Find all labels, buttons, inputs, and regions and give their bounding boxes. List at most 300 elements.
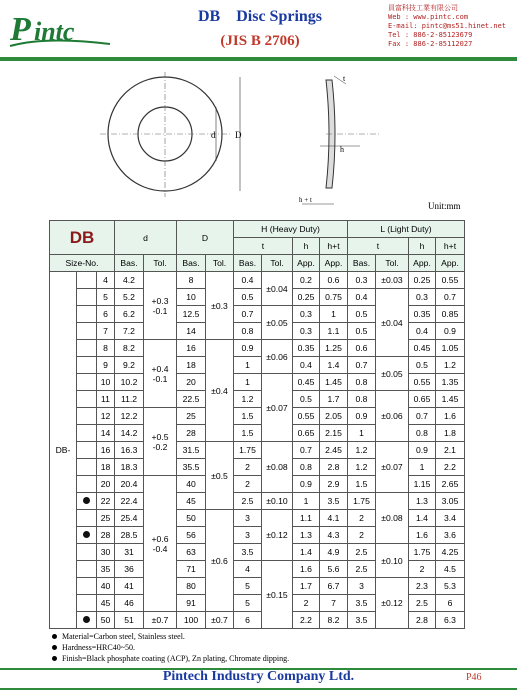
inner-diameter-tolerance: +0.4 -0.1 [144, 340, 177, 408]
d-tol-header: Tol. [144, 255, 177, 272]
heavy-total-height: 2.05 [320, 408, 348, 425]
outer-diameter-tolerance: ±0.7 [206, 612, 234, 629]
light-total-height: 2.2 [436, 459, 465, 476]
heavy-total-height: 0.6 [320, 272, 348, 289]
note-item [52, 653, 289, 664]
light-total-height: 1.2 [436, 357, 465, 374]
outer-diameter: 8 [177, 272, 206, 289]
disc-spring-drawing [90, 72, 470, 222]
light-height: 2 [409, 561, 436, 578]
light-height: 0.5 [409, 357, 436, 374]
heavy-thickness: 0.9 [234, 340, 262, 357]
light-height: 1.6 [409, 527, 436, 544]
availability-mark [77, 544, 97, 561]
light-total-height: 1.35 [436, 374, 465, 391]
page-number: P46 [466, 672, 482, 683]
size-number: 35 [97, 561, 115, 578]
inner-diameter-tolerance: +0.6 -0.4 [144, 476, 177, 612]
outer-diameter: 45 [177, 493, 206, 510]
light-height: 1.75 [409, 544, 436, 561]
availability-mark [77, 289, 97, 306]
inner-diameter: 46 [115, 595, 144, 612]
light-height: 0.25 [409, 272, 436, 289]
availability-mark [77, 306, 97, 323]
unit-label: Unit:mm [428, 201, 461, 211]
heavy-height: 0.35 [293, 340, 320, 357]
inner-diameter: 16.3 [115, 442, 144, 459]
light-total-height: 0.85 [436, 306, 465, 323]
availability-mark [77, 374, 97, 391]
availability-mark [77, 510, 97, 527]
heavy-total-height: 6.7 [320, 578, 348, 595]
heavy-thickness: 6 [234, 612, 262, 629]
table-row [50, 442, 465, 459]
outer-diameter: 22.5 [177, 391, 206, 408]
heavy-thickness-tolerance: ±0.07 [262, 374, 293, 442]
heavy-total-height: 1.1 [320, 323, 348, 340]
heavy-total-height: 2.9 [320, 476, 348, 493]
light-total-height: 0.7 [436, 289, 465, 306]
heavy-h-app-header: App. [293, 255, 320, 272]
light-total-height: 3.4 [436, 510, 465, 527]
inner-diameter: 7.2 [115, 323, 144, 340]
table-row [50, 357, 465, 374]
heavy-height: 1 [293, 493, 320, 510]
outer-diameter: 25 [177, 408, 206, 425]
contact-block [388, 4, 506, 49]
heavy-thickness: 2 [234, 459, 262, 476]
heavy-total-height: 1.7 [320, 391, 348, 408]
heavy-thickness-tolerance: ±0.06 [262, 340, 293, 374]
light-total-height: 6.3 [436, 612, 465, 629]
outer-diameter: 14 [177, 323, 206, 340]
availability-mark [77, 391, 97, 408]
size-number: 18 [97, 459, 115, 476]
heavy-thickness: 5 [234, 595, 262, 612]
light-thickness: 0.8 [348, 374, 376, 391]
light-thickness: 1.5 [348, 476, 376, 493]
disc-spring-table [49, 220, 465, 629]
heavy-total-height: 2.15 [320, 425, 348, 442]
standard-subtitle: (JIS B 2706) [220, 33, 300, 49]
heavy-height: 0.4 [293, 357, 320, 374]
heavy-height: 0.9 [293, 476, 320, 493]
light-height: 2.8 [409, 612, 436, 629]
light-thickness-tolerance: ±0.08 [376, 493, 409, 544]
light-thickness: 2.5 [348, 544, 376, 561]
heavy-height: 2.2 [293, 612, 320, 629]
availability-mark [77, 272, 97, 289]
light-thickness-tolerance: ±0.03 [376, 272, 409, 289]
footer-divider-bottom [0, 688, 517, 690]
light-t-header: t [348, 238, 409, 255]
light-height: 0.8 [409, 425, 436, 442]
inner-diameter: 14.2 [115, 425, 144, 442]
light-total-height: 4.25 [436, 544, 465, 561]
inner-diameter-tolerance: +0.3 -0.1 [144, 272, 177, 340]
heavy-thickness: 2.5 [234, 493, 262, 510]
light-total-height: 1.45 [436, 391, 465, 408]
light-total-height: 0.9 [436, 323, 465, 340]
heavy-thickness: 3 [234, 527, 262, 544]
light-thickness-tolerance: ±0.04 [376, 289, 409, 357]
light-duty-header: L (Light Duty) [348, 221, 465, 238]
table-row [50, 544, 465, 561]
availability-mark [77, 340, 97, 357]
heavy-thickness-tolerance: ±0.05 [262, 306, 293, 340]
inner-diameter: 10.2 [115, 374, 144, 391]
inner-diameter: 25.4 [115, 510, 144, 527]
table-row [50, 493, 465, 510]
D-tol-header: Tol. [206, 255, 234, 272]
size-number: 45 [97, 595, 115, 612]
light-total-height: 6 [436, 595, 465, 612]
inner-diameter: 36 [115, 561, 144, 578]
size-number: 30 [97, 544, 115, 561]
footer-company: Pintech Industry Company Ltd. [162, 669, 355, 684]
availability-mark [77, 425, 97, 442]
light-thickness: 1.2 [348, 442, 376, 459]
availability-mark [77, 595, 97, 612]
light-height: 0.3 [409, 289, 436, 306]
outer-diameter-tolerance: ±0.5 [206, 442, 234, 510]
heavy-height: 0.65 [293, 425, 320, 442]
light-thickness: 0.6 [348, 340, 376, 357]
light-thickness: 0.3 [348, 272, 376, 289]
light-total-height: 1.8 [436, 425, 465, 442]
light-thickness: 3 [348, 578, 376, 595]
heavy-thickness: 1.5 [234, 408, 262, 425]
inner-diameter: 20.4 [115, 476, 144, 493]
light-thickness-tolerance: ±0.05 [376, 357, 409, 391]
light-thickness: 3.5 [348, 612, 376, 629]
outer-diameter: 56 [177, 527, 206, 544]
note-hardness: Hardness=HRC40~50. [62, 643, 136, 652]
outer-diameter-tolerance: ±0.3 [206, 272, 234, 340]
heavy-thickness-tolerance: ±0.04 [262, 272, 293, 306]
inner-diameter-tolerance: +0.5 -0.2 [144, 408, 177, 476]
outer-diameter: 71 [177, 561, 206, 578]
light-total-height: 4.5 [436, 561, 465, 578]
label-t: t [343, 74, 346, 83]
heavy-height: 0.2 [293, 272, 320, 289]
col-header-d: d [115, 221, 177, 255]
size-number: 7 [97, 323, 115, 340]
availability-mark [77, 561, 97, 578]
bullet-icon [52, 634, 57, 639]
light-total-height: 2.65 [436, 476, 465, 493]
light-thickness: 0.5 [348, 323, 376, 340]
heavy-height: 1.3 [293, 527, 320, 544]
inner-diameter: 18.3 [115, 459, 144, 476]
heavy-thickness: 1.2 [234, 391, 262, 408]
availability-mark [77, 357, 97, 374]
inner-diameter: 28.5 [115, 527, 144, 544]
inner-diameter: 12.2 [115, 408, 144, 425]
light-thickness: 2.5 [348, 561, 376, 578]
light-t-tol-header: Tol. [376, 255, 409, 272]
heavy-height: 0.45 [293, 374, 320, 391]
light-height: 1.15 [409, 476, 436, 493]
light-thickness: 0.7 [348, 357, 376, 374]
heavy-total-height: 3.5 [320, 493, 348, 510]
heavy-total-height: 2.8 [320, 459, 348, 476]
heavy-height: 0.8 [293, 459, 320, 476]
availability-mark [77, 459, 97, 476]
stock-dot-icon [83, 497, 90, 504]
availability-mark [77, 527, 97, 544]
outer-diameter: 91 [177, 595, 206, 612]
heavy-height: 0.25 [293, 289, 320, 306]
light-total-height: 1.05 [436, 340, 465, 357]
heavy-thickness: 5 [234, 578, 262, 595]
light-height: 0.35 [409, 306, 436, 323]
heavy-total-height: 1.25 [320, 340, 348, 357]
heavy-thickness: 1.5 [234, 425, 262, 442]
light-total-height: 1.6 [436, 408, 465, 425]
note-finish: Finish=Black phosphate coating (ACP), Zn plating, Chromate dipping. [62, 654, 290, 663]
heavy-thickness: 2 [234, 476, 262, 493]
outer-diameter-tolerance: ±0.6 [206, 510, 234, 612]
size-number: 8 [97, 340, 115, 357]
inner-diameter-tolerance: ±0.7 [144, 612, 177, 629]
light-thickness: 2 [348, 510, 376, 527]
size-number: 14 [97, 425, 115, 442]
heavy-t-tol-header: Tol. [262, 255, 293, 272]
pintc-logo [6, 6, 116, 50]
email-text: E-mail: pintc@ms51.hinet.net [388, 22, 507, 30]
heavy-height: 1.1 [293, 510, 320, 527]
light-total-height: 3.6 [436, 527, 465, 544]
heavy-total-height: 1.45 [320, 374, 348, 391]
inner-diameter: 11.2 [115, 391, 144, 408]
heavy-height: 0.5 [293, 391, 320, 408]
table-row [50, 391, 465, 408]
heavy-total-height: 4.1 [320, 510, 348, 527]
light-thickness: 2 [348, 527, 376, 544]
heavy-thickness: 1.75 [234, 442, 262, 459]
heavy-thickness: 4 [234, 561, 262, 578]
bullet-icon [52, 656, 57, 661]
light-thickness: 1 [348, 425, 376, 442]
light-total-height: 5.3 [436, 578, 465, 595]
light-thickness: 0.8 [348, 391, 376, 408]
svg-text:intc: intc [34, 17, 75, 46]
heavy-height: 1.7 [293, 578, 320, 595]
col-header-D: D [177, 221, 234, 255]
label-D: D [235, 130, 242, 140]
heavy-thickness: 3 [234, 510, 262, 527]
inner-diameter: 51 [115, 612, 144, 629]
size-no-header: Size-No. [50, 255, 115, 272]
light-thickness: 0.5 [348, 306, 376, 323]
availability-mark [77, 323, 97, 340]
heavy-thickness-tolerance: ±0.10 [262, 493, 293, 510]
outer-diameter: 16 [177, 340, 206, 357]
outer-diameter: 50 [177, 510, 206, 527]
outer-diameter: 63 [177, 544, 206, 561]
size-number: 20 [97, 476, 115, 493]
heavy-thickness-tolerance: ±0.08 [262, 442, 293, 493]
light-thickness-tolerance: ±0.06 [376, 391, 409, 442]
outer-diameter-tolerance: ±0.4 [206, 340, 234, 442]
size-number: 4 [97, 272, 115, 289]
inner-diameter: 31 [115, 544, 144, 561]
note-material: Material=Carbon steel, Stainless steel. [62, 632, 185, 641]
table-row [50, 272, 465, 289]
light-height: 1 [409, 459, 436, 476]
heavy-thickness: 1 [234, 374, 262, 391]
light-total-height: 0.55 [436, 272, 465, 289]
light-height: 2.5 [409, 595, 436, 612]
D-bas-header: Bas. [177, 255, 206, 272]
inner-diameter: 9.2 [115, 357, 144, 374]
light-height: 1.4 [409, 510, 436, 527]
light-height: 0.45 [409, 340, 436, 357]
label-d: d [211, 130, 216, 140]
light-height: 0.4 [409, 323, 436, 340]
availability-mark [77, 493, 97, 510]
header-divider [0, 57, 517, 61]
outer-diameter: 100 [177, 612, 206, 629]
heavy-height: 1.4 [293, 544, 320, 561]
outer-diameter: 12.5 [177, 306, 206, 323]
heavy-total-height: 8.2 [320, 612, 348, 629]
svg-text:P: P [10, 11, 31, 48]
size-number: 5 [97, 289, 115, 306]
phone-text: Tel : 886-2-85123679 [388, 31, 473, 39]
availability-mark [77, 578, 97, 595]
light-height: 0.55 [409, 374, 436, 391]
heavy-t-header: t [234, 238, 293, 255]
heavy-thickness: 0.4 [234, 272, 262, 289]
availability-mark [77, 442, 97, 459]
outer-diameter: 20 [177, 374, 206, 391]
size-number: 9 [97, 357, 115, 374]
label-h: h [340, 145, 344, 154]
light-t-bas-header: Bas. [348, 255, 376, 272]
inner-diameter: 4.2 [115, 272, 144, 289]
light-thickness: 0.4 [348, 289, 376, 306]
heavy-ht-app-header: App. [320, 255, 348, 272]
heavy-total-height: 1 [320, 306, 348, 323]
bullet-icon [52, 645, 57, 650]
heavy-ht-header: h+t [320, 238, 348, 255]
outer-diameter: 35.5 [177, 459, 206, 476]
heavy-total-height: 1.4 [320, 357, 348, 374]
light-h-header: h [409, 238, 436, 255]
heavy-total-height: 0.75 [320, 289, 348, 306]
size-number: 12 [97, 408, 115, 425]
heavy-h-header: h [293, 238, 320, 255]
heavy-thickness: 3.5 [234, 544, 262, 561]
light-thickness-tolerance: ±0.10 [376, 544, 409, 578]
outer-diameter: 10 [177, 289, 206, 306]
light-total-height: 3.05 [436, 493, 465, 510]
notes-list [52, 631, 289, 664]
stock-dot-icon [83, 531, 90, 538]
light-ht-header: h+t [436, 238, 465, 255]
heavy-thickness-tolerance: ±0.15 [262, 561, 293, 629]
d-bas-header: Bas. [115, 255, 144, 272]
page-title: DB Disc Springs [197, 8, 323, 25]
heavy-height: 1.6 [293, 561, 320, 578]
heavy-height: 2 [293, 595, 320, 612]
company-chinese-name: 員富科技工業有限公司 [388, 4, 458, 12]
light-ht-app-header: App. [436, 255, 465, 272]
inner-diameter: 41 [115, 578, 144, 595]
heavy-t-bas-header: Bas. [234, 255, 262, 272]
heavy-thickness: 0.8 [234, 323, 262, 340]
size-number: 50 [97, 612, 115, 629]
heavy-height: 0.7 [293, 442, 320, 459]
light-height: 0.65 [409, 391, 436, 408]
outer-diameter: 31.5 [177, 442, 206, 459]
heavy-height: 0.3 [293, 306, 320, 323]
light-thickness: 0.9 [348, 408, 376, 425]
page-header [0, 0, 517, 62]
outer-diameter: 18 [177, 357, 206, 374]
outer-diameter: 40 [177, 476, 206, 493]
inner-diameter: 22.4 [115, 493, 144, 510]
website-text: Web : www.pintc.com [388, 13, 469, 21]
size-number: 11 [97, 391, 115, 408]
light-thickness: 3.5 [348, 595, 376, 612]
light-height: 0.7 [409, 408, 436, 425]
note-item [52, 631, 289, 642]
heavy-thickness: 1 [234, 357, 262, 374]
size-prefix: DB- [50, 272, 77, 629]
light-total-height: 2.1 [436, 442, 465, 459]
heavy-height: 0.55 [293, 408, 320, 425]
size-number: 16 [97, 442, 115, 459]
light-thickness: 1.2 [348, 459, 376, 476]
size-number: 25 [97, 510, 115, 527]
label-h-plus-t: h + t [299, 196, 312, 204]
light-height: 0.9 [409, 442, 436, 459]
light-thickness: 1.75 [348, 493, 376, 510]
availability-mark [77, 476, 97, 493]
size-number: 6 [97, 306, 115, 323]
heavy-duty-header: H (Heavy Duty) [234, 221, 348, 238]
note-item [52, 642, 289, 653]
fax-text: Fax : 886-2-85112027 [388, 40, 473, 48]
inner-diameter: 6.2 [115, 306, 144, 323]
series-brand: DB [50, 221, 115, 255]
heavy-thickness: 0.7 [234, 306, 262, 323]
light-height: 2.3 [409, 578, 436, 595]
inner-diameter: 5.2 [115, 289, 144, 306]
inner-diameter: 8.2 [115, 340, 144, 357]
heavy-total-height: 5.6 [320, 561, 348, 578]
size-number: 22 [97, 493, 115, 510]
light-thickness-tolerance: ±0.12 [376, 578, 409, 629]
size-number: 10 [97, 374, 115, 391]
size-number: 40 [97, 578, 115, 595]
light-h-app-header: App. [409, 255, 436, 272]
heavy-total-height: 4.3 [320, 527, 348, 544]
availability-mark [77, 408, 97, 425]
table-row [50, 578, 465, 595]
light-thickness-tolerance: ±0.07 [376, 442, 409, 493]
availability-mark [77, 612, 97, 629]
light-height: 1.3 [409, 493, 436, 510]
outer-diameter: 28 [177, 425, 206, 442]
size-number: 28 [97, 527, 115, 544]
heavy-thickness: 0.5 [234, 289, 262, 306]
heavy-thickness-tolerance: ±0.12 [262, 510, 293, 561]
table-row [50, 289, 465, 306]
